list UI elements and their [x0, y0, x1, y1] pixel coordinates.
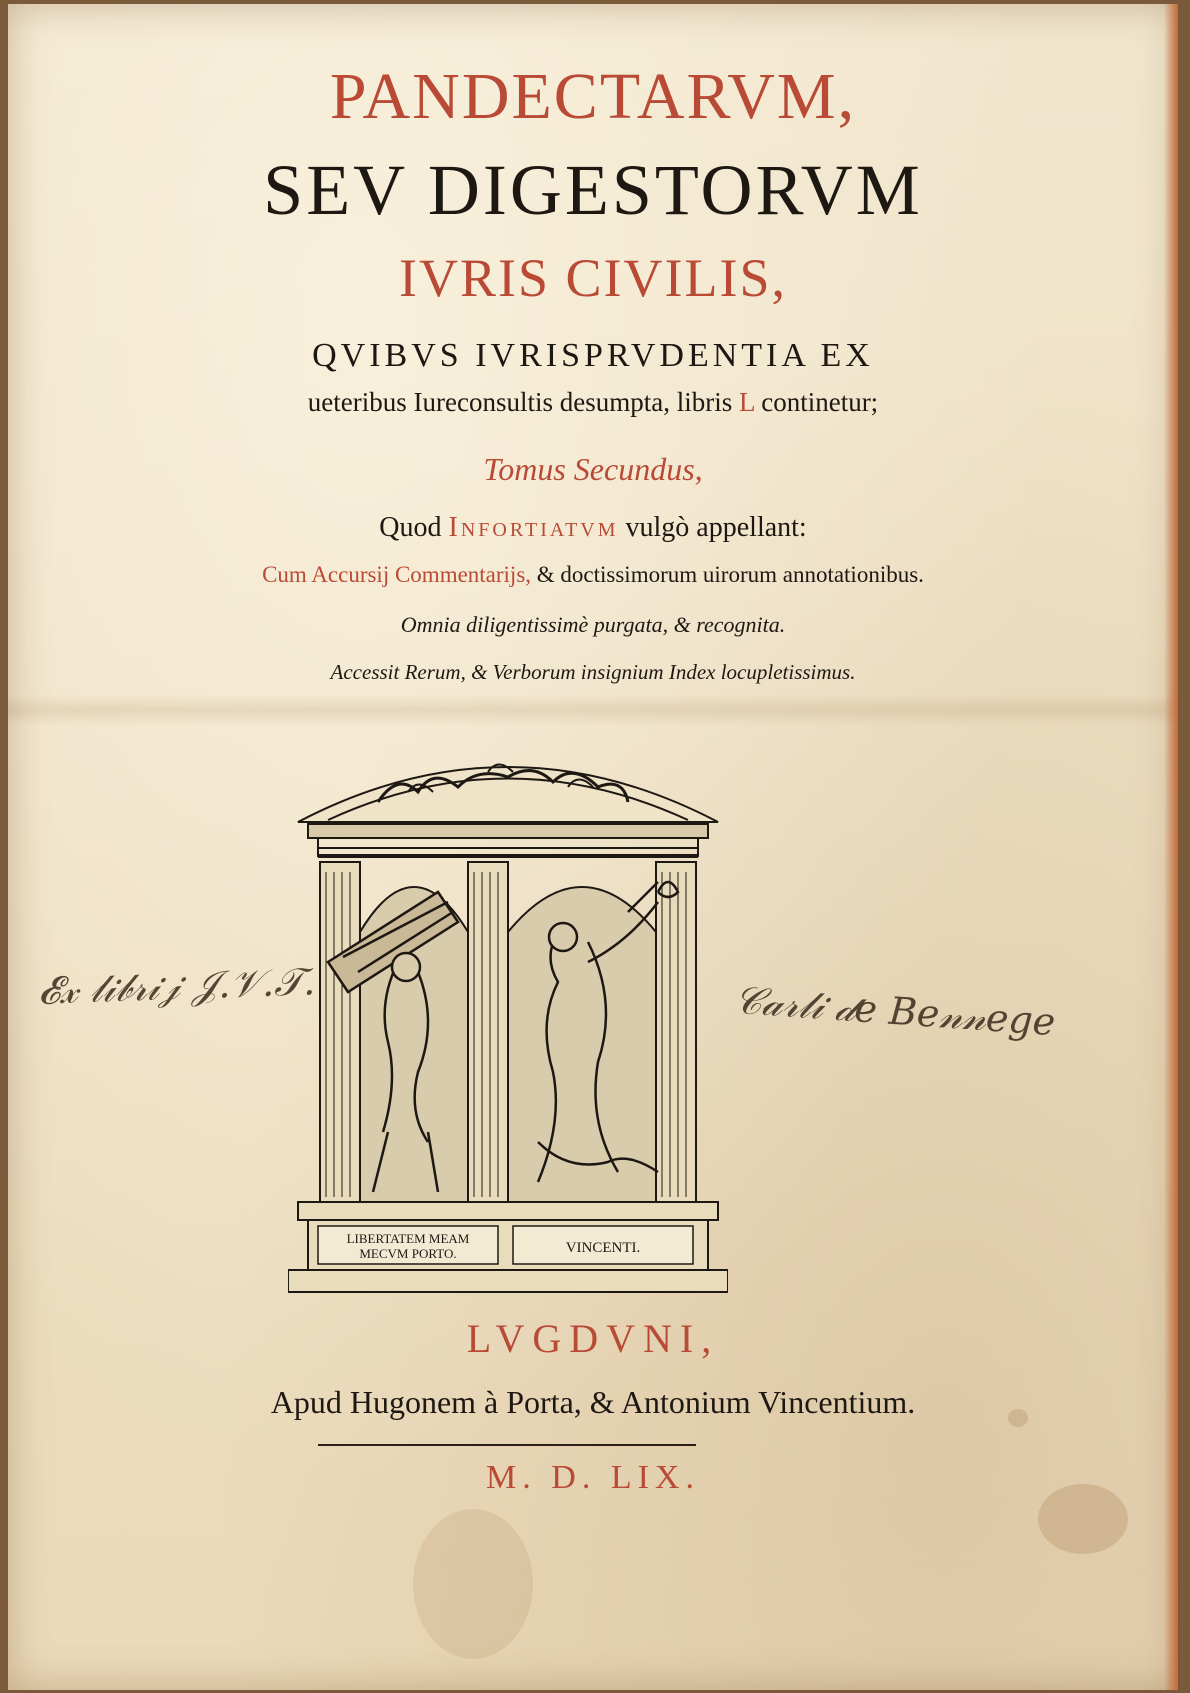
title-line-9: Omnia diligentissimè purgata, & recognita.: [400, 612, 786, 637]
woodcut-label-right: VINCENTI.: [565, 1240, 641, 1256]
title-line-7-part-c: vulgò appellant:: [618, 512, 807, 543]
imprint-year: M. D. LIX.: [486, 1459, 700, 1496]
title-line-5-part-a: ueteribus Iureconsultis desumpta, libris: [307, 387, 739, 417]
woodcut-motto-line-2: MECVM PORTO.: [359, 1246, 457, 1261]
woodcut-motto-line-1: LIBERTATEM MEAM: [346, 1231, 470, 1246]
title-line-3: IVRIS CIVILIS,: [399, 248, 787, 308]
imprint-publisher: Apud Hugonem à Porta, & Antonium Vincentium.: [270, 1384, 916, 1420]
title-line-5-part-c: continetur;: [754, 387, 879, 417]
title-line-8-part-b: & doctissimorum uirorum annotationibus.: [531, 562, 924, 587]
title-line-2: SEV DIGESTORVM: [263, 150, 923, 230]
title-line-5-part-b: L: [738, 387, 755, 417]
title-line-1: PANDECTARVM,: [329, 60, 857, 133]
title-line-8: [8, 562, 1178, 588]
volume-label: Tomus Secundus,: [483, 451, 703, 487]
imprint-rule: [318, 1444, 696, 1446]
title-line-7-part-a: Quod: [379, 512, 449, 543]
title-line-4: QVIBVS IVRISPRVDENTIA EX: [312, 337, 874, 374]
imprint-city: LVGDVNI,: [466, 1316, 720, 1361]
title-page: [8, 4, 1178, 1690]
title-line-5: [8, 387, 1178, 418]
printer-device-woodcut: [288, 732, 728, 1302]
handwritten-signature-right: 𝒞𝒶𝓇𝓁𝒾 𝒹𝑒 𝐵𝑒𝓃𝓃𝑒𝑔𝑒: [732, 977, 1057, 1045]
title-line-7: [8, 512, 1178, 544]
title-line-10: Accessit Rerum, & Verborum insignium Index locupletissimus.: [330, 660, 856, 684]
title-line-7-part-b: Infortiatvm: [448, 512, 619, 543]
title-line-8-part-a: Cum Accursij Commentarijs,: [262, 562, 532, 587]
handwritten-signature-left: 𝓔𝓍 𝓁𝒾𝒷𝓇𝒾𝒿 𝒥.𝒱.𝒯.: [37, 959, 316, 1013]
foxing-stain: [413, 1509, 533, 1659]
paper-fold: [8, 694, 1178, 726]
